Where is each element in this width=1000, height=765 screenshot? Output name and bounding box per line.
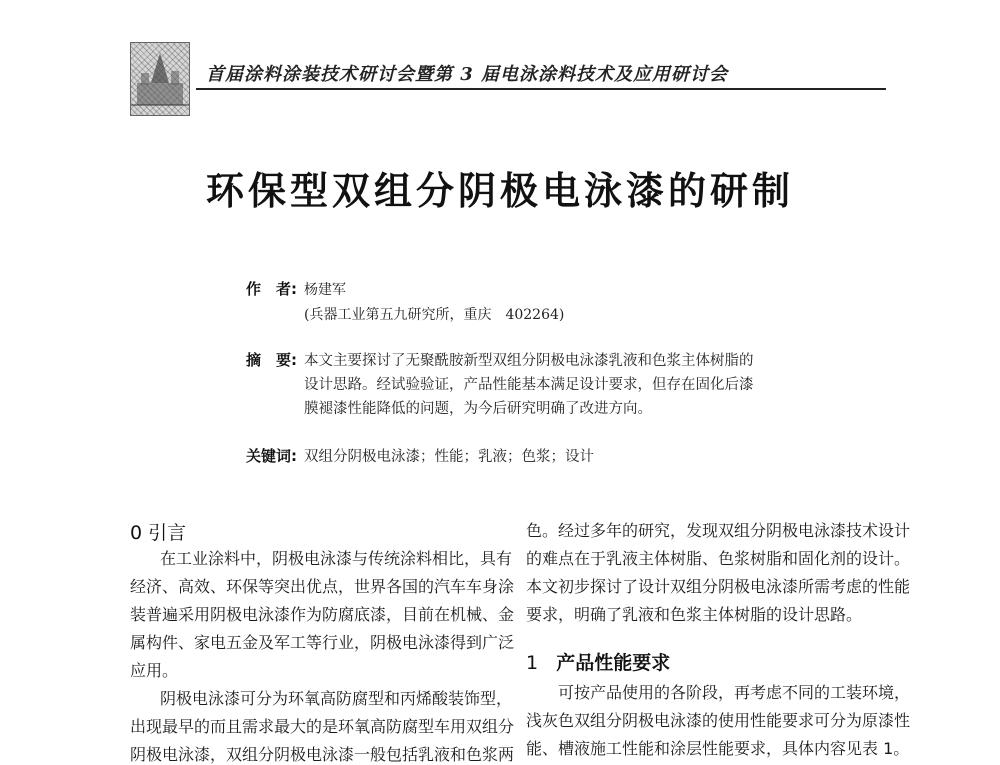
- body-line: 出现最早的而且需求最大的是环氧高防腐型车用双组分: [130, 717, 515, 736]
- section-0-title: 引言: [148, 522, 187, 544]
- conference-title: 首届涂料涂装技术研讨会暨第 3 届电泳涂料技术及应用研讨会: [206, 64, 729, 85]
- abstract-line: 本文主要探讨了无聚酰胺新型双组分阴极电泳漆乳液和色浆主体树脂的: [304, 353, 754, 369]
- author-affiliation: (兵器工业第五九研究所，重庆 402264): [304, 307, 565, 323]
- conference-logo: [130, 42, 190, 116]
- body-line: 色。经过多年的研究，发现双组分阴极电泳漆技术设计: [526, 521, 911, 540]
- body-line: 装普遍采用阴极电泳漆作为防腐底漆，目前在机械、金: [130, 605, 515, 624]
- abstract-line: 设计思路。经试验验证，产品性能基本满足设计要求，但存在固化后漆: [304, 377, 754, 393]
- logo-emblem-icon: [131, 43, 189, 115]
- section-0-number: 0: [130, 522, 143, 544]
- body-line: 能、槽液施工性能和涂层性能要求，具体内容见表 1。: [526, 739, 910, 758]
- body-line: 应用。: [130, 661, 179, 680]
- paper-title: 环保型双组分阴极电泳漆的研制: [205, 169, 794, 213]
- body-line: 可按产品使用的各阶段，再考虑不同的工装环境，: [558, 683, 911, 702]
- abstract-line: 膜褪漆性能降低的问题，为今后研究明确了改进方向。: [304, 401, 652, 417]
- keywords-text: 双组分阴极电泳漆；性能；乳液；色浆；设计: [304, 449, 594, 465]
- author-name: 杨建军: [304, 282, 346, 298]
- section-1-heading: [526, 648, 670, 675]
- body-line: 浅灰色双组分阴极电泳漆的使用性能要求可分为原漆性: [526, 711, 911, 730]
- body-line: 属构件、家电五金及军工等行业，阴极电泳漆得到广泛: [130, 633, 515, 652]
- section-1-number: 1: [526, 652, 539, 674]
- section-0-heading: [130, 518, 186, 545]
- body-line: 阴极电泳漆，双组分阴极电泳漆一般包括乳液和色浆两: [130, 745, 515, 764]
- body-line: 要求，明确了乳液和色浆主体树脂的设计思路。: [526, 605, 863, 624]
- header-rule: [196, 88, 886, 90]
- author-label: 作 者:: [246, 280, 297, 298]
- keywords-label: 关键词:: [246, 447, 297, 465]
- body-line: 经济、高效、环保等突出优点，世界各国的汽车车身涂: [130, 577, 515, 596]
- body-line: 本文初步探讨了设计双组分阴极电泳漆所需考虑的性能: [526, 577, 911, 596]
- body-line: 的难点在于乳液主体树脂、色浆树脂和固化剂的设计。: [526, 549, 911, 568]
- abstract-label: 摘 要:: [246, 351, 297, 369]
- section-1-title: 产品性能要求: [556, 652, 671, 674]
- body-line: 在工业涂料中，阴极电泳漆与传统涂料相比，具有: [160, 549, 513, 568]
- body-line: 阴极电泳漆可分为环氧高防腐型和丙烯酸装饰型，: [160, 689, 513, 708]
